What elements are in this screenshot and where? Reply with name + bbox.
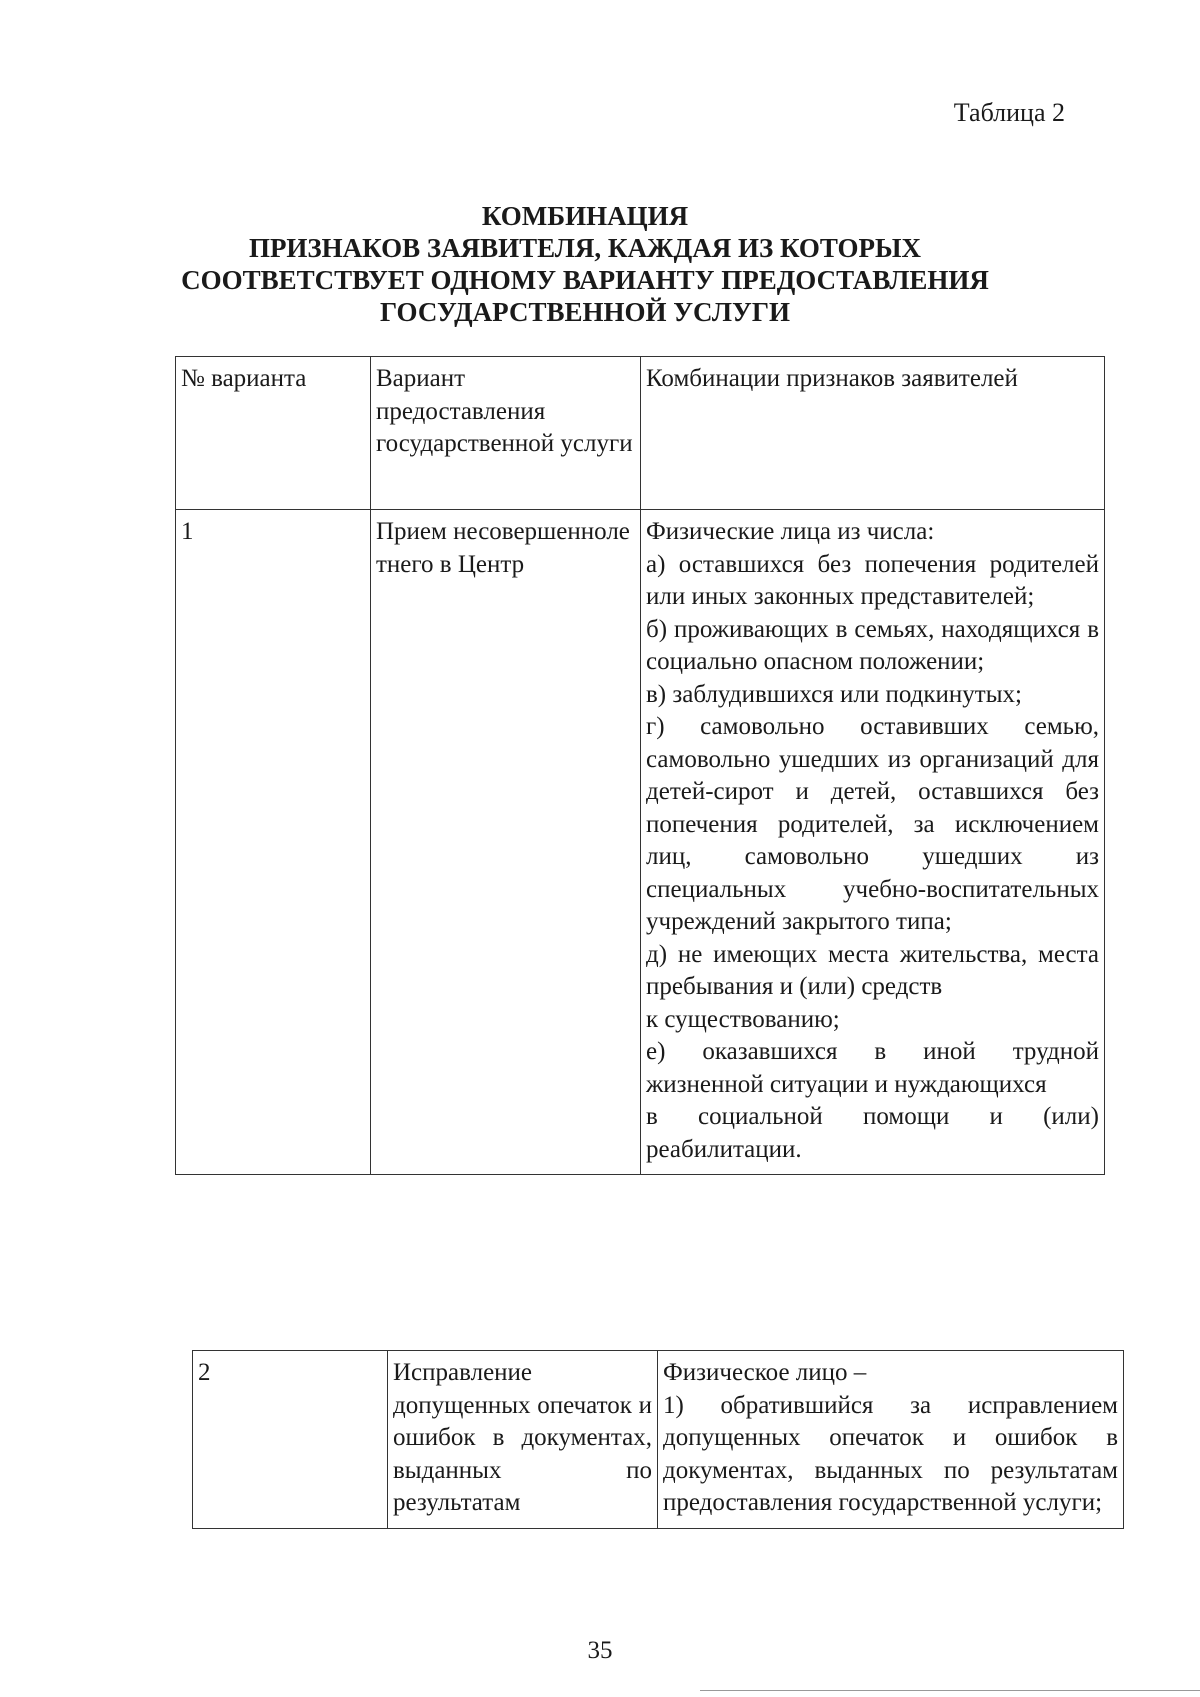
table-row [176,510,1105,1175]
row-number: 2 [193,1351,388,1529]
combination-line: г) самовольно оставивших семью, самовольно ушедших из организаций для детей-сирот и детей, оставшихся без попечения родителей, за исключением лиц, самовольно ушедших из специальных учебно-воспитательных учреждений закрытого типа; [646,713,1099,935]
table-label: Таблица 2 [953,98,1065,127]
combination-line: Физическое лицо – [663,1359,867,1386]
combination-line: к существованию; [646,1005,840,1033]
row-variant: Прием несовершеннолетнего в Центр [371,510,641,1175]
combination-line: д) не имеющих места жительства, места пребывания и (или) средств [646,940,1099,1000]
heading-line: КОМБИНАЦИЯ [481,201,689,231]
combination-line: в социальной помощи и (или) реабилитации. [646,1103,1099,1163]
header-variant: Вариант предоставления государственной услуги [371,357,641,510]
combination-line: б) проживающих в семьях, находящихся в социально опасном положении; [646,615,1099,675]
row-variant [388,1351,658,1529]
variant-text: Исправление допущенных опечаток и ошибок в документах, выданных по результатам [393,1359,652,1516]
combination-line: е) оказавшихся в иной трудной жизненной ситуации и нуждающихся [646,1038,1099,1098]
heading-line: ГОСУДАРСТВЕННОЙ УСЛУГИ [380,297,790,327]
row-number: 1 [176,510,371,1175]
header-number: № варианта [176,357,371,510]
combination-line: 1) обратившийся за исправлением допущенных опечаток и ошибок в документах, выданных по результатам предоставления государственной услуги; [663,1391,1118,1516]
heading-line: СООТВЕТСТВУЕТ ОДНОМУ ВАРИАНТУ ПРЕДОСТАВЛЕНИЯ [181,265,989,295]
row-combinations [658,1351,1124,1529]
heading-line: ПРИЗНАКОВ ЗАЯВИТЕЛЯ, КАЖДАЯ ИЗ КОТОРЫХ [248,233,922,263]
variants-table-continued [192,1350,1124,1529]
combination-line: а) оставшихся без попечения родителей или иных законных представителей; [646,550,1099,610]
header-combinations: Комбинации признаков заявителей [641,357,1105,510]
table-heading [150,200,1020,328]
footer-divider [700,1690,1200,1691]
combination-line: в) заблудившихся или подкинутых; [646,680,1022,708]
combination-line: Физические лица из числа: [646,518,935,545]
variants-table [175,356,1105,1175]
table-row [193,1351,1124,1529]
row-combinations [641,510,1105,1175]
table-header-row [176,357,1105,510]
page-number: 35 [587,1637,613,1664]
